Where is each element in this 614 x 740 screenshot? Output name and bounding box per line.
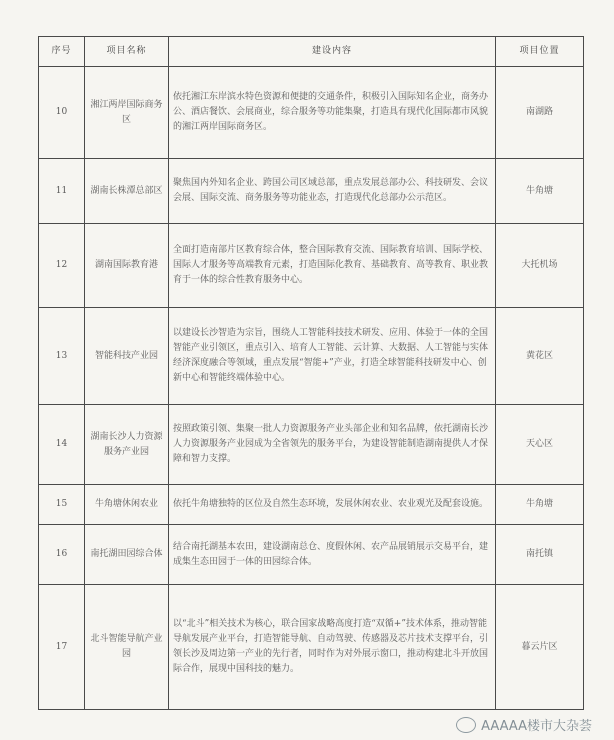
row-location: 暮云片区 bbox=[496, 585, 584, 710]
row-number: 11 bbox=[39, 159, 85, 224]
row-content: 以“北斗”相关技术为核心，联合国家战略高度打造“双循+”技术体系，推动智能导航发展产业平台，打造智能导航、自动驾驶、传感器及芯片技术支撑平台，引领长沙及周边第一产业的先行者，同时作为对外展示窗口，推动构建北斗开放国际合作，展现中国科技的魅力。 bbox=[169, 585, 496, 710]
row-content: 全面打造南部片区教育综合体，整合国际教育交流、国际教育培训、国际学校、国际人才服务等高端教育元素，打造国际化教育、基础教育、高等教育、职业教育于一体的综合性教育服务中心。 bbox=[169, 224, 496, 308]
row-name: 智能科技产业园 bbox=[85, 308, 169, 405]
row-name: 湘江两岸国际商务区 bbox=[85, 67, 169, 159]
table-row bbox=[39, 405, 584, 485]
row-location: 天心区 bbox=[496, 405, 584, 485]
table-row bbox=[39, 159, 584, 224]
row-number: 15 bbox=[39, 485, 85, 525]
row-number: 14 bbox=[39, 405, 85, 485]
row-name: 湖南长沙人力资源服务产业园 bbox=[85, 405, 169, 485]
row-number: 17 bbox=[39, 585, 85, 710]
table-row bbox=[39, 585, 584, 710]
row-content: 按照政策引领、集聚一批人力资源服务产业头部企业和知名品牌，依托湖南长沙人力资源服务产业园成为全省领先的服务平台，为建设智能制造湖南提供人才保障和智力支撑。 bbox=[169, 405, 496, 485]
header-no: 序号 bbox=[39, 37, 85, 67]
table-row bbox=[39, 224, 584, 308]
row-number: 12 bbox=[39, 224, 85, 308]
table-row bbox=[39, 485, 584, 525]
row-content: 依托牛角塘独特的区位及自然生态环境，发展休闲农业、农业观光及配套设施。 bbox=[169, 485, 496, 525]
row-content: 聚焦国内外知名企业、跨国公司区域总部，重点发展总部办公、科技研发、会议会展、国际交流、商务服务等功能业态，打造现代化总部办公示范区。 bbox=[169, 159, 496, 224]
wechat-icon bbox=[456, 717, 476, 733]
row-location: 大托机场 bbox=[496, 224, 584, 308]
row-content: 依托湘江东岸滨水特色资源和便捷的交通条件，积极引入国际知名企业，商务办公、酒店餐饮、会展商业，综合服务等功能集聚，打造具有现代化国际都市风貌的湘江两岸国际商务区。 bbox=[169, 67, 496, 159]
row-content: 结合南托湖基本农田，建设湖南总仓、度假休闲、农产品展销展示交易平台，建成集生态田园于一体的田园综合体。 bbox=[169, 525, 496, 585]
header-content: 建设内容 bbox=[169, 37, 496, 67]
row-location: 南湖路 bbox=[496, 67, 584, 159]
row-name: 湖南国际教育港 bbox=[85, 224, 169, 308]
row-location: 南托镇 bbox=[496, 525, 584, 585]
header-name: 项目名称 bbox=[85, 37, 169, 67]
row-number: 16 bbox=[39, 525, 85, 585]
row-number: 10 bbox=[39, 67, 85, 159]
row-number: 13 bbox=[39, 308, 85, 405]
watermark bbox=[456, 715, 592, 734]
row-location: 牛角塘 bbox=[496, 485, 584, 525]
table-row bbox=[39, 308, 584, 405]
row-name: 牛角塘休闲农业 bbox=[85, 485, 169, 525]
header-location: 项目位置 bbox=[496, 37, 584, 67]
row-location: 牛角塘 bbox=[496, 159, 584, 224]
row-name: 南托湖田园综合体 bbox=[85, 525, 169, 585]
row-name: 北斗智能导航产业园 bbox=[85, 585, 169, 710]
watermark-text: AAAAA楼市大杂荟 bbox=[481, 719, 592, 734]
row-name: 湖南长株潭总部区 bbox=[85, 159, 169, 224]
table-row bbox=[39, 67, 584, 159]
table-header-row bbox=[39, 37, 584, 67]
row-location: 黄花区 bbox=[496, 308, 584, 405]
project-table bbox=[38, 36, 584, 710]
table-row bbox=[39, 525, 584, 585]
row-content: 以建设长沙智造为宗旨，围绕人工智能科技技术研发、应用、体验于一体的全国智能产业引领区，重点引入、培育人工智能、云计算、大数据、人工智能与实体经济深度融合等领域，重点发展“智能+”产业，打造全球智能科技研发中心、创新中心和智能终端体验中心。 bbox=[169, 308, 496, 405]
